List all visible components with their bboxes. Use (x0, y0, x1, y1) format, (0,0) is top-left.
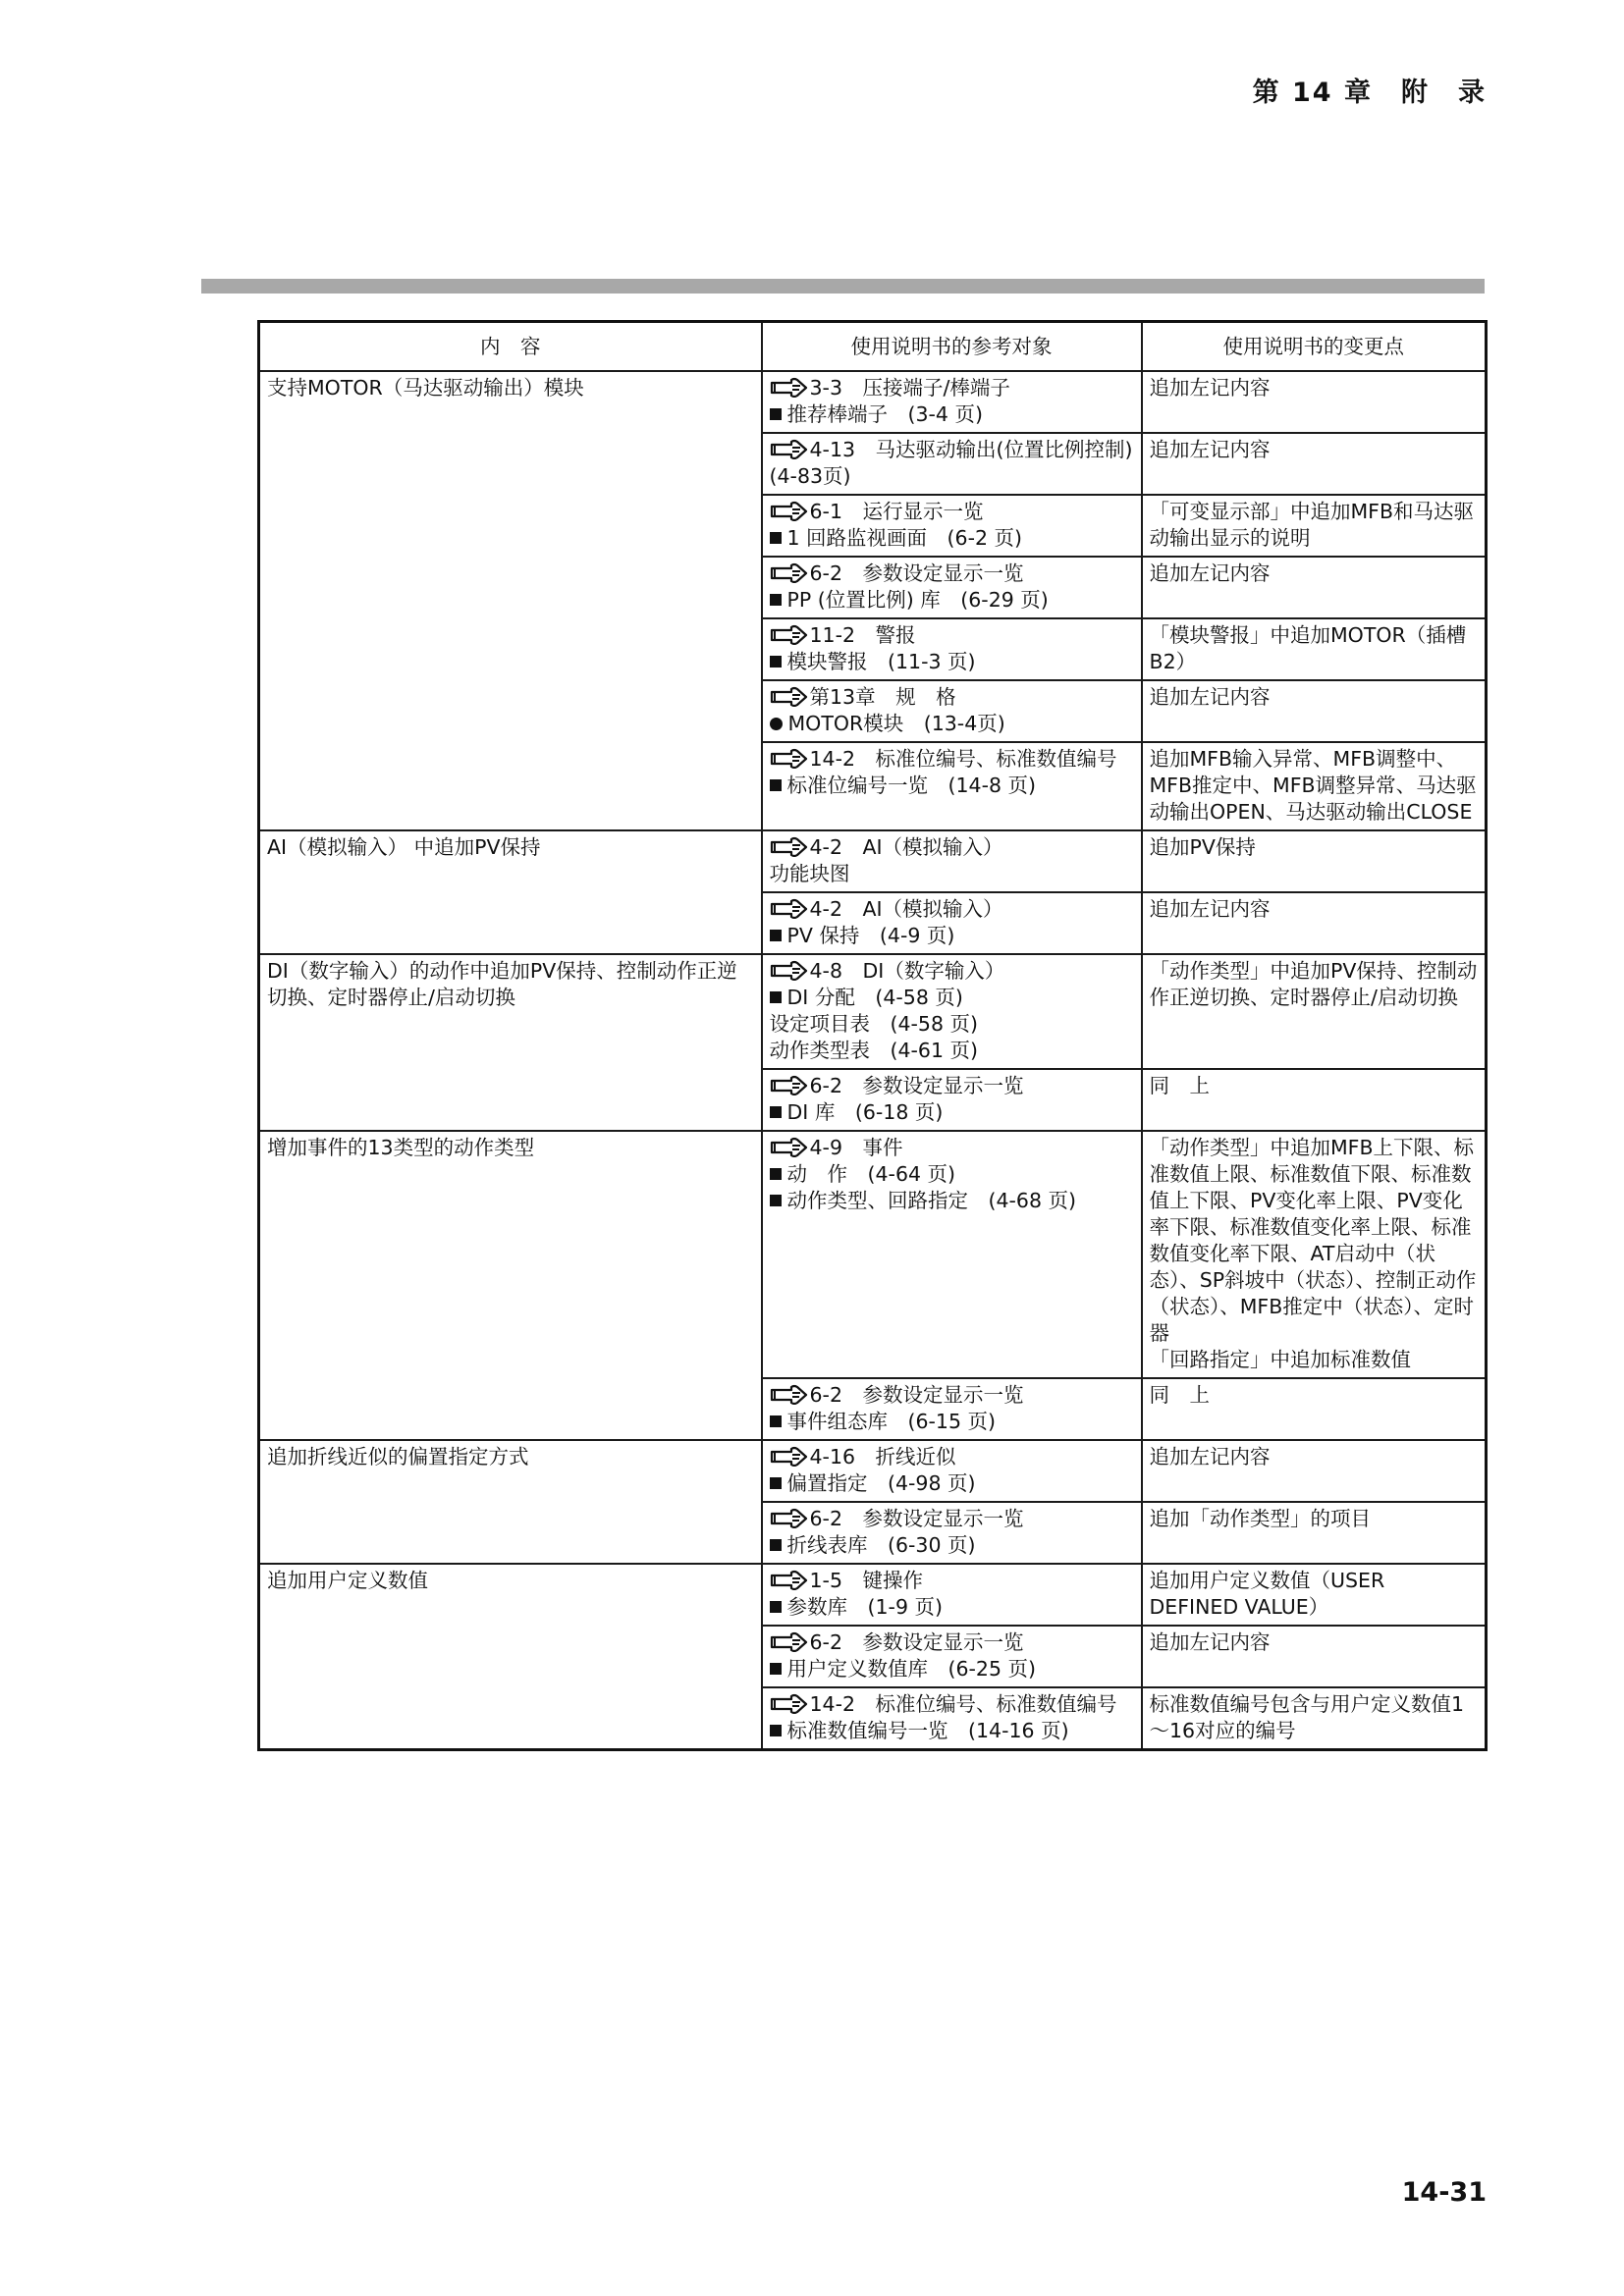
square-bullet-icon (770, 1601, 782, 1613)
reference-line (770, 1718, 1134, 1744)
reference-cell (762, 830, 1142, 892)
content-cell (259, 1564, 762, 1750)
reference-cell (762, 680, 1142, 742)
reference-cell (762, 1564, 1142, 1626)
content-cell (259, 1440, 762, 1564)
reference-text: 动作类型表 (4-61 页) (769, 1039, 979, 1062)
reference-line (770, 1161, 1134, 1188)
content-cell (259, 371, 762, 830)
reference-cell (762, 1687, 1142, 1750)
reference-cell (762, 954, 1142, 1069)
reference-text: 6-2 参数设定显示一览 (809, 1383, 1024, 1407)
square-bullet-icon (770, 1168, 782, 1180)
change-cell (1142, 618, 1487, 680)
change-text: 「可变显示部」中追加MFB和马达驱动输出显示的说明 (1149, 500, 1475, 550)
change-text: 追加左记内容 (1149, 1630, 1271, 1654)
content-text: 追加折线近似的偏置指定方式 (267, 1445, 529, 1468)
content-text: DI（数字输入）的动作中追加PV保持、控制动作正逆切换、定时器停止/启动切换 (267, 959, 737, 1009)
table-row (259, 1564, 1487, 1626)
content-text: 追加用户定义数值 (267, 1569, 428, 1592)
change-text: 追加「动作类型」的项目 (1149, 1507, 1371, 1530)
reference-text: 4-9 事件 (809, 1136, 903, 1159)
reference-line (770, 401, 1134, 428)
change-text: 追加左记内容 (1149, 685, 1271, 709)
square-bullet-icon (770, 408, 782, 420)
reference-line (770, 525, 1134, 552)
change-text: 同 上 (1149, 1074, 1210, 1097)
reference-line (770, 1444, 1134, 1470)
square-bullet-icon (770, 1663, 782, 1675)
content-text: 增加事件的13类型的动作类型 (267, 1136, 535, 1159)
reference-cell (762, 892, 1142, 954)
reference-line (770, 746, 1134, 773)
reference-text: 功能块图 (769, 862, 850, 885)
change-text: 「动作类型」中追加MFB上下限、标准数值上限、标准数值下限、标准数值上下限、PV变化率上限、PV变化率下限、标准数值变化率上限、标准数值变化率下限、AT启动中（状态）、SP斜坡中（状态）、控制正动作（状态）、MFB推定中（状态）、定时器 (1149, 1136, 1477, 1345)
reference-text: 偏置指定 (4-98 页) (786, 1471, 976, 1495)
header-content: 内 容 (259, 322, 762, 372)
reference-line (770, 834, 1134, 861)
reference-text: 6-1 运行显示一览 (809, 500, 984, 523)
reference-text: 1 回路监视画面 (6-2 页) (786, 526, 1023, 550)
square-bullet-icon (770, 1415, 782, 1427)
reference-text: 标准位编号一览 (14-8 页) (786, 774, 1037, 797)
reference-cell (762, 1069, 1142, 1131)
change-text: 追加左记内容 (1149, 897, 1271, 921)
change-text: 「模块警报」中追加MOTOR（插槽B2） (1149, 623, 1467, 673)
reference-text: 4-8 DI（数字输入） (809, 959, 1005, 983)
reference-text: 模块警报 (11-3 页) (786, 650, 976, 673)
change-cell (1142, 742, 1487, 830)
page-number: 14-31 (1401, 2177, 1487, 2208)
circle-bullet-icon (770, 718, 783, 730)
reference-line (770, 1382, 1134, 1409)
change-text: 追加左记内容 (1149, 438, 1271, 461)
reference-line (770, 622, 1134, 649)
change-text: 追加左记内容 (1149, 561, 1271, 585)
table-header-row (259, 322, 1487, 372)
reference-line (770, 711, 1134, 737)
reference-line (770, 561, 1134, 587)
reference-text: 4-16 折线近似 (809, 1445, 956, 1468)
reference-text: DI 库 (6-18 页) (786, 1100, 944, 1124)
square-bullet-icon (770, 1477, 782, 1489)
pointing-hand-icon (770, 1508, 809, 1528)
reference-line (770, 1409, 1134, 1435)
reference-text: 6-2 参数设定显示一览 (809, 1507, 1024, 1530)
square-bullet-icon (770, 779, 782, 791)
pointing-hand-icon (770, 898, 809, 919)
reference-line (770, 1011, 1134, 1038)
reference-line (770, 1691, 1134, 1718)
reference-line (770, 773, 1134, 799)
pointing-hand-icon (770, 439, 809, 459)
square-bullet-icon (770, 1725, 782, 1736)
header-changes: 使用说明书的变更点 (1142, 322, 1487, 372)
reference-cell (762, 618, 1142, 680)
reference-cell (762, 433, 1154, 495)
pointing-hand-icon (770, 686, 809, 707)
reference-line (770, 1629, 1134, 1656)
reference-cell (762, 371, 1142, 433)
pointing-hand-icon (770, 1631, 809, 1652)
reference-line (770, 375, 1134, 401)
change-cell (1142, 371, 1487, 433)
reference-text: 4-2 AI（模拟输入） (809, 835, 1003, 859)
reference-text: 1-5 键操作 (809, 1569, 923, 1592)
reference-cell (762, 1131, 1142, 1378)
reference-text: 6-2 参数设定显示一览 (809, 1074, 1024, 1097)
reference-text: DI 分配 (4-58 页) (786, 986, 963, 1009)
reference-text: 3-3 压接端子/棒端子 (809, 376, 1010, 400)
reference-cell (762, 557, 1142, 618)
pointing-hand-icon (770, 960, 809, 981)
square-bullet-icon (770, 656, 782, 667)
change-cell (1142, 1687, 1487, 1750)
change-text: 「动作类型」中追加PV保持、控制动作正逆切换、定时器停止/启动切换 (1149, 959, 1478, 1009)
reference-line (770, 861, 1134, 887)
table-row (259, 1440, 1487, 1502)
reference-line (770, 923, 1134, 949)
reference-line (770, 1099, 1134, 1126)
chapter-header: 第 14 章 附 录 (1252, 78, 1487, 108)
reference-line (770, 1532, 1134, 1559)
square-bullet-icon (770, 594, 782, 606)
reference-cell (762, 495, 1142, 557)
pointing-hand-icon (770, 562, 809, 583)
pointing-hand-icon (770, 377, 809, 398)
reference-text: 动作类型、回路指定 (4-68 页) (786, 1189, 1077, 1212)
reference-text: 4-2 AI（模拟输入） (809, 897, 1003, 921)
reference-line (770, 1135, 1134, 1161)
change-cell (1142, 1069, 1487, 1131)
revision-table (257, 320, 1488, 1751)
reference-line (770, 1188, 1134, 1214)
reference-text: 14-2 标准位编号、标准数值编号 (809, 1692, 1117, 1716)
reference-text: 用户定义数值库 (6-25 页) (786, 1657, 1037, 1681)
content-text: AI（模拟输入） 中追加PV保持 (267, 835, 541, 859)
reference-line (770, 649, 1134, 675)
reference-text: 设定项目表 (4-58 页) (769, 1012, 979, 1036)
square-bullet-icon (770, 991, 782, 1003)
reference-text: 6-2 参数设定显示一览 (809, 1630, 1024, 1654)
change-cell (1142, 557, 1487, 618)
square-bullet-icon (770, 1106, 782, 1118)
pointing-hand-icon (770, 836, 809, 857)
reference-line (770, 896, 1134, 923)
reference-text: 折线表库 (6-30 页) (786, 1533, 976, 1557)
square-bullet-icon (770, 532, 782, 544)
change-text: 追加MFB输入异常、MFB调整中、MFB推定中、MFB调整异常、马达驱动输出OPEN、马达驱动输出CLOSE (1149, 747, 1477, 824)
section-rule (201, 279, 1485, 294)
change-text: 追加用户定义数值（USER DEFINED VALUE） (1149, 1569, 1385, 1619)
pointing-hand-icon (770, 501, 809, 521)
change-cell (1142, 1564, 1487, 1626)
reference-text: MOTOR模块 (13-4页) (787, 712, 1005, 735)
table-row (259, 954, 1487, 1069)
pointing-hand-icon (770, 1693, 809, 1714)
change-text: 追加左记内容 (1149, 1445, 1271, 1468)
reference-line (770, 1506, 1134, 1532)
square-bullet-icon (770, 1195, 782, 1206)
change-cell (1142, 1131, 1487, 1378)
reference-line (769, 437, 1154, 490)
change-text: 追加PV保持 (1149, 835, 1256, 859)
change-text: 追加左记内容 (1149, 376, 1271, 400)
reference-line (770, 1073, 1134, 1099)
reference-line (770, 1594, 1134, 1621)
table-row (259, 830, 1487, 892)
table-body (259, 371, 1487, 1750)
reference-text: 14-2 标准位编号、标准数值编号 (809, 747, 1117, 771)
pointing-hand-icon (770, 624, 809, 645)
reference-cell (762, 1378, 1142, 1440)
reference-line (770, 1470, 1134, 1497)
reference-cell (762, 742, 1142, 830)
reference-text: 标准数值编号一览 (14-16 页) (786, 1719, 1069, 1742)
change-cell (1142, 892, 1487, 954)
content-cell (259, 1131, 762, 1440)
pointing-hand-icon (770, 1137, 809, 1157)
reference-text: 参数库 (1-9 页) (786, 1595, 943, 1619)
reference-line (770, 684, 1134, 711)
reference-text: 动 作 (4-64 页) (786, 1162, 956, 1186)
reference-text: 4-13 马达驱动输出(位置比例控制) (4-83页) (769, 438, 1154, 488)
change-cell (1142, 1440, 1487, 1502)
reference-cell (762, 1440, 1142, 1502)
reference-line (770, 1038, 1134, 1064)
reference-line (770, 958, 1134, 985)
square-bullet-icon (770, 930, 782, 941)
reference-cell (762, 1626, 1142, 1687)
reference-text: 第13章 规 格 (809, 685, 956, 709)
reference-text: 6-2 参数设定显示一览 (809, 561, 1024, 585)
reference-line (770, 587, 1134, 614)
pointing-hand-icon (770, 1384, 809, 1405)
reference-text: PP (位置比例) 库 (6-29 页) (786, 588, 1049, 612)
pointing-hand-icon (770, 1570, 809, 1590)
reference-line (770, 985, 1134, 1011)
square-bullet-icon (770, 1539, 782, 1551)
change-text: 同 上 (1149, 1383, 1210, 1407)
header-reference: 使用说明书的参考对象 (762, 322, 1142, 372)
reference-text: 推荐棒端子 (3-4 页) (786, 402, 983, 426)
table-row (259, 371, 1487, 433)
change-text: 「回路指定」中追加标准数值 (1149, 1348, 1411, 1371)
change-cell (1142, 954, 1487, 1069)
change-cell (1142, 680, 1487, 742)
pointing-hand-icon (770, 1075, 809, 1095)
reference-cell (762, 1502, 1142, 1564)
reference-line (770, 1656, 1134, 1682)
change-cell (1142, 1626, 1487, 1687)
pointing-hand-icon (770, 1446, 809, 1467)
content-text: 支持MOTOR（马达驱动输出）模块 (267, 376, 584, 400)
table-row (259, 1131, 1487, 1378)
change-cell (1142, 830, 1487, 892)
reference-line (770, 1568, 1134, 1594)
change-cell (1142, 1502, 1487, 1564)
change-text: 标准数值编号包含与用户定义数值1～16对应的编号 (1149, 1692, 1465, 1742)
pointing-hand-icon (770, 748, 809, 769)
change-cell (1142, 1378, 1487, 1440)
reference-line (770, 499, 1134, 525)
reference-text: PV 保持 (4-9 页) (786, 924, 955, 947)
content-cell (259, 830, 762, 954)
content-cell (259, 954, 762, 1131)
reference-text: 11-2 警报 (809, 623, 916, 647)
change-cell (1142, 495, 1487, 557)
reference-text: 事件组态库 (6-15 页) (786, 1410, 997, 1433)
change-cell (1142, 433, 1487, 495)
